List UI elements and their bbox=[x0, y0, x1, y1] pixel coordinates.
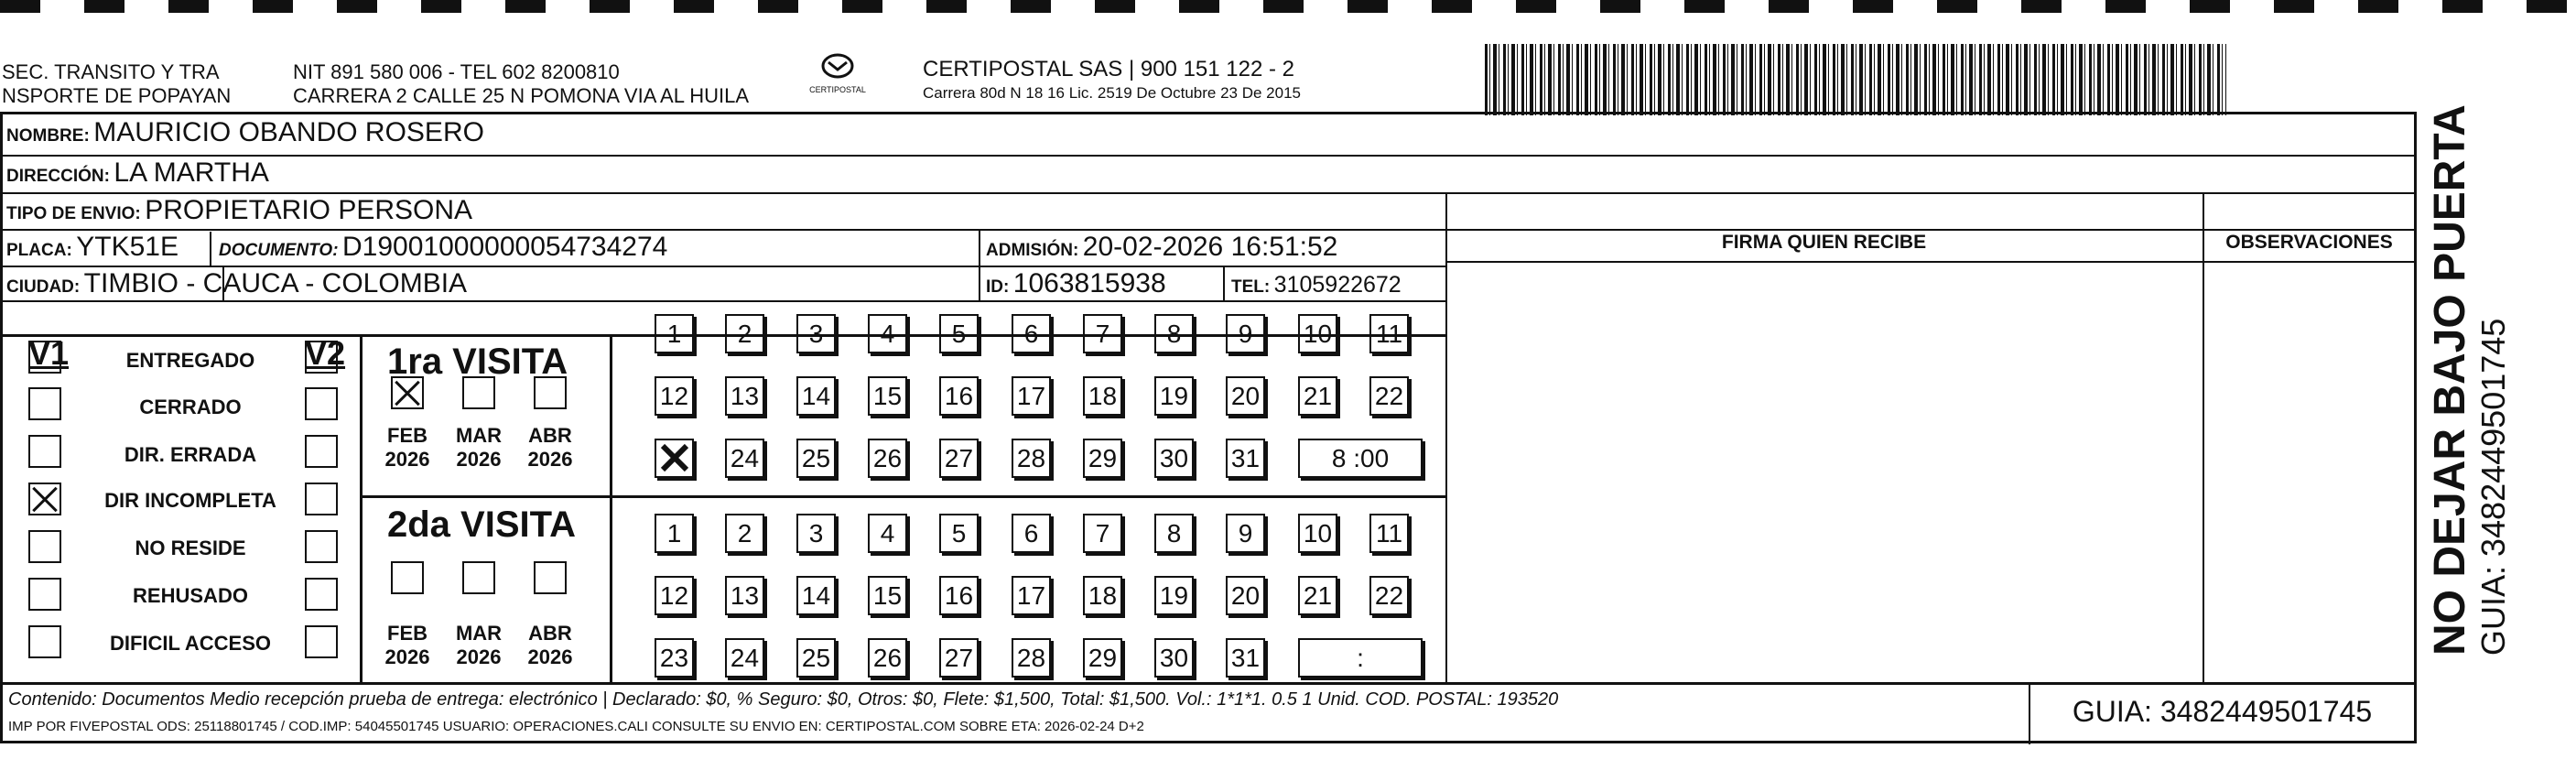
visit2-month-feb: FEB 2026 bbox=[384, 622, 430, 668]
footer-content-line: Contenido: Documentos Medio recepción prueba de entrega: electrónico | Declarado: $0, % Seguro: $0, Otros: $0, Flete: $1,500, Total: $1,500. Vol.: 1*1*1. 0.5 1 Unid. COD. POSTAL: 193520 bbox=[8, 689, 1559, 710]
day-box-6[interactable]: 6 bbox=[1012, 514, 1051, 553]
day-box-31[interactable]: 31 bbox=[1226, 638, 1265, 678]
admision-row bbox=[986, 232, 1337, 263]
no-dejar-bajo-puerta: NO DEJAR BAJO PUERTA bbox=[2426, 104, 2474, 656]
visit2-month-mar: MAR 2026 bbox=[455, 622, 503, 668]
day-box-24[interactable]: 24 bbox=[725, 638, 764, 678]
time-box[interactable]: 8 :00 bbox=[1298, 439, 1423, 478]
placa-label: PLACA: bbox=[6, 241, 72, 260]
day-box-14[interactable]: 14 bbox=[796, 376, 836, 416]
id-row bbox=[986, 268, 1166, 299]
day-box-27[interactable]: 27 bbox=[939, 439, 979, 478]
v1-cerrado-checkbox[interactable] bbox=[28, 387, 61, 420]
footer-print-line: IMP POR FIVEPOSTAL ODS: 25118801745 / COD.IMP: 54045501745 USUARIO: OPERACIONES.CALI CONSULTE SU ENVIO EN: CERTIPOSTAL.COM SOBRE ETA: 2026-02-24 D+2 bbox=[8, 719, 1144, 734]
nombre-label: NOMBRE: bbox=[6, 126, 90, 146]
admision-label: ADMISIÓN: bbox=[986, 241, 1079, 260]
firma-label: FIRMA QUIEN RECIBE bbox=[1721, 232, 1927, 253]
day-box-10[interactable]: 10 bbox=[1298, 314, 1337, 353]
ciudad-row bbox=[6, 268, 467, 299]
day-box-26[interactable]: 26 bbox=[868, 439, 907, 478]
side-warning bbox=[2426, 104, 2512, 656]
company-block bbox=[923, 57, 1301, 104]
footer-guia-number: GUIA: 3482449501745 bbox=[2072, 695, 2373, 728]
visit1-mar-checkbox[interactable] bbox=[462, 376, 495, 409]
sender-line2: NSPORTE DE POPAYAN bbox=[2, 84, 232, 107]
tear-line bbox=[0, 0, 2576, 13]
day-box-12[interactable]: 12 bbox=[655, 376, 694, 416]
day-box-11[interactable]: 11 bbox=[1369, 314, 1409, 353]
visit2-mar-checkbox[interactable] bbox=[462, 561, 495, 594]
day-box-28[interactable]: 28 bbox=[1012, 439, 1051, 478]
day-box-21[interactable]: 21 bbox=[1298, 376, 1337, 416]
tipo-label: TIPO DE ENVIO: bbox=[6, 204, 141, 223]
day-box-17[interactable]: 17 bbox=[1012, 576, 1051, 615]
day-box-24[interactable]: 24 bbox=[725, 439, 764, 478]
day-box-20[interactable]: 20 bbox=[1226, 576, 1265, 615]
day-box-25[interactable]: 25 bbox=[796, 439, 836, 478]
day-box-31[interactable]: 31 bbox=[1226, 439, 1265, 478]
id-value: 1063815938 bbox=[1012, 268, 1166, 298]
day-box-9[interactable]: 9 bbox=[1226, 314, 1265, 353]
v1-rehusado-checkbox[interactable] bbox=[28, 578, 61, 611]
day-box-7[interactable]: 7 bbox=[1083, 314, 1122, 353]
ciudad-label: CIUDAD: bbox=[6, 277, 81, 297]
day-box-2[interactable]: 2 bbox=[725, 514, 764, 553]
v2-dificil-acceso-checkbox[interactable] bbox=[305, 625, 338, 658]
certipostal-logo bbox=[806, 53, 870, 94]
v1-dir-errada-checkbox[interactable] bbox=[28, 435, 61, 468]
day-box-17[interactable]: 17 bbox=[1012, 376, 1051, 416]
nit-block bbox=[293, 60, 749, 108]
day-box-18[interactable]: 18 bbox=[1083, 376, 1122, 416]
day-box-28[interactable]: 28 bbox=[1012, 638, 1051, 678]
documento-value: D19001000000054734274 bbox=[342, 232, 668, 262]
tipo-row bbox=[6, 195, 472, 226]
day-box-22[interactable]: 22 bbox=[1369, 576, 1409, 615]
documento-label: DOCUMENTO: bbox=[219, 241, 339, 260]
id-label: ID: bbox=[986, 277, 1010, 297]
tel-label: TEL: bbox=[1231, 277, 1271, 297]
ciudad-value: TIMBIO - CAUCA - COLOMBIA bbox=[83, 268, 468, 298]
status-label-no-reside: NO RESIDE bbox=[135, 537, 246, 559]
day-box-6[interactable]: 6 bbox=[1012, 314, 1051, 353]
v1-no-reside-checkbox[interactable] bbox=[28, 530, 61, 563]
day-box-11[interactable]: 11 bbox=[1369, 514, 1409, 553]
v2-cerrado-checkbox[interactable] bbox=[305, 387, 338, 420]
day-box-5[interactable]: 5 bbox=[939, 314, 979, 353]
placa-row bbox=[6, 232, 179, 263]
direccion-value: LA MARTHA bbox=[114, 157, 269, 188]
v1-dificil-acceso-checkbox[interactable] bbox=[28, 625, 61, 658]
day-box-18[interactable]: 18 bbox=[1083, 576, 1122, 615]
v2-dir-errada-checkbox[interactable] bbox=[305, 435, 338, 468]
v2-dir-incompleta-checkbox[interactable] bbox=[305, 483, 338, 515]
day-box-29[interactable]: 29 bbox=[1083, 638, 1122, 678]
day-box-12[interactable]: 12 bbox=[655, 576, 694, 615]
visit2-month-abr: ABR 2026 bbox=[527, 622, 573, 668]
status-label-dir-errada: DIR. ERRADA bbox=[124, 443, 257, 466]
day-box-23-marked[interactable] bbox=[655, 439, 694, 478]
day-box-16[interactable]: 16 bbox=[939, 376, 979, 416]
direccion-row bbox=[6, 157, 269, 189]
day-box-13[interactable]: 13 bbox=[725, 576, 764, 615]
day-box-16[interactable]: 16 bbox=[939, 576, 979, 615]
visit1-title: 1ra VISITA bbox=[387, 342, 568, 382]
sender-line1: SEC. TRANSITO Y TRA bbox=[2, 60, 220, 83]
documento-row bbox=[219, 232, 667, 263]
company-line2: Carrera 80d N 18 16 Lic. 2519 De Octubre 23 De 2015 bbox=[923, 84, 1301, 102]
day-box-2[interactable]: 2 bbox=[725, 314, 764, 353]
tipo-value: PROPIETARIO PERSONA bbox=[145, 195, 473, 225]
v1-header: V1 bbox=[28, 334, 70, 372]
company-line1: CERTIPOSTAL SAS | 900 151 122 - 2 bbox=[923, 57, 1294, 81]
day-box-30[interactable]: 30 bbox=[1154, 439, 1194, 478]
nit-line2: CARRERA 2 CALLE 25 N POMONA VIA AL HUILA bbox=[293, 84, 750, 107]
day-box-30[interactable]: 30 bbox=[1154, 638, 1194, 678]
day-box-7[interactable]: 7 bbox=[1083, 514, 1122, 553]
v2-rehusado-checkbox[interactable] bbox=[305, 578, 338, 611]
tel-row bbox=[1231, 272, 1402, 298]
status-label-cerrado: CERRADO bbox=[139, 396, 242, 418]
v2-entregado-checkbox[interactable] bbox=[305, 341, 338, 374]
admision-value: 20-02-2026 16:51:52 bbox=[1082, 232, 1338, 262]
envelope-icon bbox=[819, 53, 856, 81]
day-box-5[interactable]: 5 bbox=[939, 514, 979, 553]
day-box-15[interactable]: 15 bbox=[868, 376, 907, 416]
day-box-19[interactable]: 19 bbox=[1154, 376, 1194, 416]
placa-value: YTK51E bbox=[76, 232, 179, 262]
delivery-form bbox=[0, 112, 2417, 743]
day-box-14[interactable]: 14 bbox=[796, 576, 836, 615]
day-box-3[interactable]: 3 bbox=[796, 514, 836, 553]
day-box-26[interactable]: 26 bbox=[868, 638, 907, 678]
nombre-row bbox=[6, 117, 484, 148]
status-label-dir-incompleta: DIR INCOMPLETA bbox=[104, 489, 276, 512]
visit2-abr-checkbox[interactable] bbox=[534, 561, 567, 594]
day-box-27[interactable]: 27 bbox=[939, 638, 979, 678]
visit1-feb-checkbox-checked[interactable] bbox=[391, 376, 424, 409]
day-box-9[interactable]: 9 bbox=[1226, 514, 1265, 553]
status-label-rehusado: REHUSADO bbox=[133, 584, 248, 607]
day-box-8[interactable]: 8 bbox=[1154, 314, 1194, 353]
direccion-label: DIRECCIÓN: bbox=[6, 167, 110, 186]
sender-block bbox=[2, 60, 231, 108]
v2-header: V2 bbox=[305, 334, 346, 372]
day-box-1[interactable]: 1 bbox=[655, 514, 694, 553]
day-box-21[interactable]: 21 bbox=[1298, 576, 1337, 615]
visit2-feb-checkbox[interactable] bbox=[391, 561, 424, 594]
time-box[interactable]: : bbox=[1298, 638, 1423, 678]
day-box-20[interactable]: 20 bbox=[1226, 376, 1265, 416]
visit1-month-feb: FEB 2026 bbox=[384, 424, 430, 471]
visit1-month-mar: MAR 2026 bbox=[455, 424, 503, 471]
day-box-1[interactable]: 1 bbox=[655, 314, 694, 353]
v1-dir-incompleta-checkbox-checked[interactable] bbox=[28, 483, 61, 515]
status-label-dificil-acceso: DIFICIL ACCESO bbox=[109, 632, 271, 655]
day-box-22[interactable]: 22 bbox=[1369, 376, 1409, 416]
visit1-month-abr: ABR 2026 bbox=[527, 424, 573, 471]
day-box-4[interactable]: 4 bbox=[868, 314, 907, 353]
day-box-10[interactable]: 10 bbox=[1298, 514, 1337, 553]
day-box-29[interactable]: 29 bbox=[1083, 439, 1122, 478]
day-box-8[interactable]: 8 bbox=[1154, 514, 1194, 553]
visit2-title: 2da VISITA bbox=[387, 504, 576, 545]
day-box-4[interactable]: 4 bbox=[868, 514, 907, 553]
visit1-abr-checkbox[interactable] bbox=[534, 376, 567, 409]
v2-no-reside-checkbox[interactable] bbox=[305, 530, 338, 563]
logo-caption: CERTIPOSTAL bbox=[809, 85, 866, 94]
barcode bbox=[1485, 44, 2226, 115]
nombre-value: MAURICIO OBANDO ROSERO bbox=[93, 117, 484, 147]
tel-value: 3105922672 bbox=[1273, 272, 1402, 298]
day-box-3[interactable]: 3 bbox=[796, 314, 836, 353]
day-box-25[interactable]: 25 bbox=[796, 638, 836, 678]
observaciones-label: OBSERVACIONES bbox=[2225, 232, 2393, 253]
nit-line1: NIT 891 580 006 - TEL 602 8200810 bbox=[293, 60, 620, 83]
v1-entregado-checkbox[interactable] bbox=[28, 341, 61, 374]
day-box-23[interactable]: 23 bbox=[655, 638, 694, 678]
side-guia-number: GUIA: 3482449501745 bbox=[2474, 318, 2512, 656]
day-box-13[interactable]: 13 bbox=[725, 376, 764, 416]
day-box-19[interactable]: 19 bbox=[1154, 576, 1194, 615]
day-box-15[interactable]: 15 bbox=[868, 576, 907, 615]
status-label-entregado: ENTREGADO bbox=[125, 349, 255, 372]
